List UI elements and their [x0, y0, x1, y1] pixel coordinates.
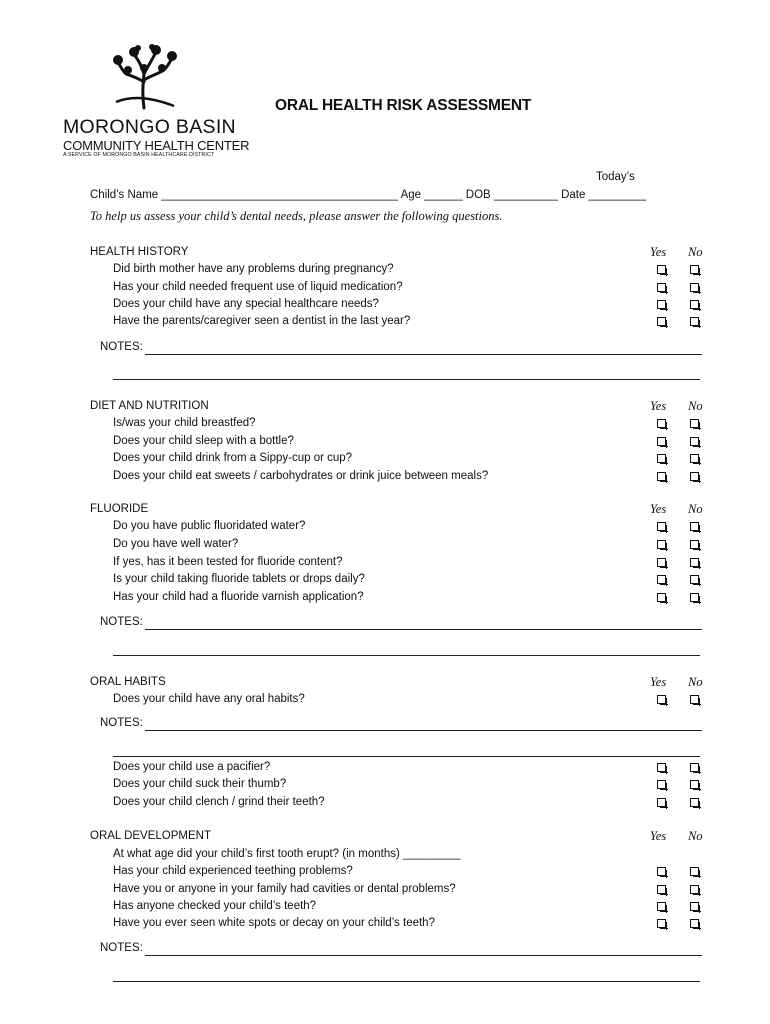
child-info-fields[interactable]: Child’s Name _____________________________________ Age ______ DOB __________ Date _________ — [90, 189, 647, 201]
question: If yes, has it been tested for fluoride content? — [113, 556, 343, 568]
yes-checkbox[interactable] — [657, 763, 666, 772]
no-checkbox[interactable] — [690, 540, 699, 549]
yes-header: Yes — [650, 829, 667, 843]
section-oral-development: ORAL DEVELOPMENT — [90, 830, 211, 842]
no-checkbox[interactable] — [690, 798, 699, 807]
page-title: ORAL HEALTH RISK ASSESSMENT — [275, 97, 532, 114]
question: Does your child clench / grind their teeth? — [113, 796, 325, 808]
yes-checkbox[interactable] — [657, 317, 666, 326]
question: Does your child suck their thumb? — [113, 778, 287, 790]
notes-label: NOTES: — [100, 616, 143, 628]
notes-line[interactable] — [113, 981, 700, 982]
question: Have the parents/caregiver seen a dentist in the last year? — [113, 315, 411, 327]
yes-checkbox[interactable] — [657, 919, 666, 928]
question: Have you or anyone in your family had cavities or dental problems? — [113, 883, 456, 895]
yes-checkbox[interactable] — [657, 454, 666, 463]
yes-checkbox[interactable] — [657, 437, 666, 446]
notes-line[interactable] — [113, 655, 700, 656]
no-header: No — [688, 399, 703, 413]
question: Does your child sleep with a bottle? — [113, 435, 294, 447]
question: Do you have well water? — [113, 538, 239, 550]
question: Do you have public fluoridated water? — [113, 520, 306, 532]
no-checkbox[interactable] — [690, 472, 699, 481]
no-checkbox[interactable] — [690, 283, 699, 292]
yes-checkbox[interactable] — [657, 419, 666, 428]
question: Have you ever seen white spots or decay on your child’s teeth? — [113, 917, 435, 929]
yes-checkbox[interactable] — [657, 902, 666, 911]
question: Has your child needed frequent use of liquid medication? — [113, 281, 403, 293]
question: Does your child eat sweets / carbohydrates or drink juice between meals? — [113, 470, 489, 482]
question: Does your child have any special healthcare needs? — [113, 298, 379, 310]
logo-name: MORONGO BASIN — [63, 116, 236, 138]
question: Has your child had a fluoride varnish application? — [113, 591, 364, 603]
no-checkbox[interactable] — [690, 317, 699, 326]
yes-header: Yes — [650, 399, 667, 413]
no-checkbox[interactable] — [690, 454, 699, 463]
yes-checkbox[interactable] — [657, 575, 666, 584]
no-checkbox[interactable] — [690, 300, 699, 309]
question: Is your child taking fluoride tablets or drops daily? — [113, 573, 365, 585]
question: Does your child have any oral habits? — [113, 693, 305, 705]
no-checkbox[interactable] — [690, 575, 699, 584]
yes-header: Yes — [650, 502, 667, 516]
no-checkbox[interactable] — [690, 902, 699, 911]
section-fluoride: FLUORIDE — [90, 503, 149, 515]
question: Has your child experienced teething problems? — [113, 865, 353, 877]
no-header: No — [688, 245, 703, 259]
question: Does your child drink from a Sippy-cup or cup? — [113, 452, 353, 464]
no-checkbox[interactable] — [690, 265, 699, 274]
yes-checkbox[interactable] — [657, 472, 666, 481]
yes-checkbox[interactable] — [657, 558, 666, 567]
no-checkbox[interactable] — [690, 593, 699, 602]
section-health-history: HEALTH HISTORY — [90, 246, 189, 258]
notes-label: NOTES: — [100, 341, 143, 353]
yes-checkbox[interactable] — [657, 798, 666, 807]
section-oral-habits: ORAL HABITS — [90, 676, 166, 688]
logo-subtitle: COMMUNITY HEALTH CENTER — [63, 138, 250, 153]
notes-line[interactable] — [145, 354, 702, 355]
notes-line[interactable] — [113, 379, 700, 380]
notes-line[interactable] — [145, 955, 702, 956]
no-checkbox[interactable] — [690, 558, 699, 567]
no-header: No — [688, 675, 703, 689]
yes-checkbox[interactable] — [657, 867, 666, 876]
notes-line[interactable] — [145, 629, 702, 630]
no-checkbox[interactable] — [690, 419, 699, 428]
yes-checkbox[interactable] — [657, 265, 666, 274]
yes-header: Yes — [650, 245, 667, 259]
yes-checkbox[interactable] — [657, 540, 666, 549]
question: At what age did your child’s first tooth erupt? (in months) _________ — [113, 848, 461, 860]
question: Has anyone checked your child’s teeth? — [113, 900, 317, 912]
yes-checkbox[interactable] — [657, 780, 666, 789]
notes-label: NOTES: — [100, 717, 143, 729]
no-checkbox[interactable] — [690, 522, 699, 531]
yes-checkbox[interactable] — [657, 593, 666, 602]
todays-label: Today’s — [596, 171, 635, 183]
no-checkbox[interactable] — [690, 919, 699, 928]
question: Is/was your child breastfed? — [113, 417, 256, 429]
logo-tagline: A SERVICE OF MORONGO BASIN HEALTHCARE DISTRICT — [63, 152, 215, 158]
intro-text: To help us assess your child’s dental needs, please answer the following questions. — [90, 209, 503, 223]
no-checkbox[interactable] — [690, 885, 699, 894]
section-diet-nutrition: DIET AND NUTRITION — [90, 400, 209, 412]
yes-checkbox[interactable] — [657, 283, 666, 292]
no-checkbox[interactable] — [690, 867, 699, 876]
no-header: No — [688, 502, 703, 516]
notes-label: NOTES: — [100, 942, 143, 954]
no-checkbox[interactable] — [690, 695, 699, 704]
yes-header: Yes — [650, 675, 667, 689]
question: Did birth mother have any problems during pregnancy? — [113, 263, 394, 275]
yes-checkbox[interactable] — [657, 300, 666, 309]
no-header: No — [688, 829, 703, 843]
yes-checkbox[interactable] — [657, 885, 666, 894]
no-checkbox[interactable] — [690, 763, 699, 772]
no-checkbox[interactable] — [690, 437, 699, 446]
yes-checkbox[interactable] — [657, 522, 666, 531]
no-checkbox[interactable] — [690, 780, 699, 789]
notes-line[interactable] — [113, 756, 700, 757]
joshua-tree-logo-icon — [108, 44, 178, 110]
notes-line[interactable] — [145, 730, 702, 731]
yes-checkbox[interactable] — [657, 695, 666, 704]
question: Does your child use a pacifier? — [113, 761, 271, 773]
